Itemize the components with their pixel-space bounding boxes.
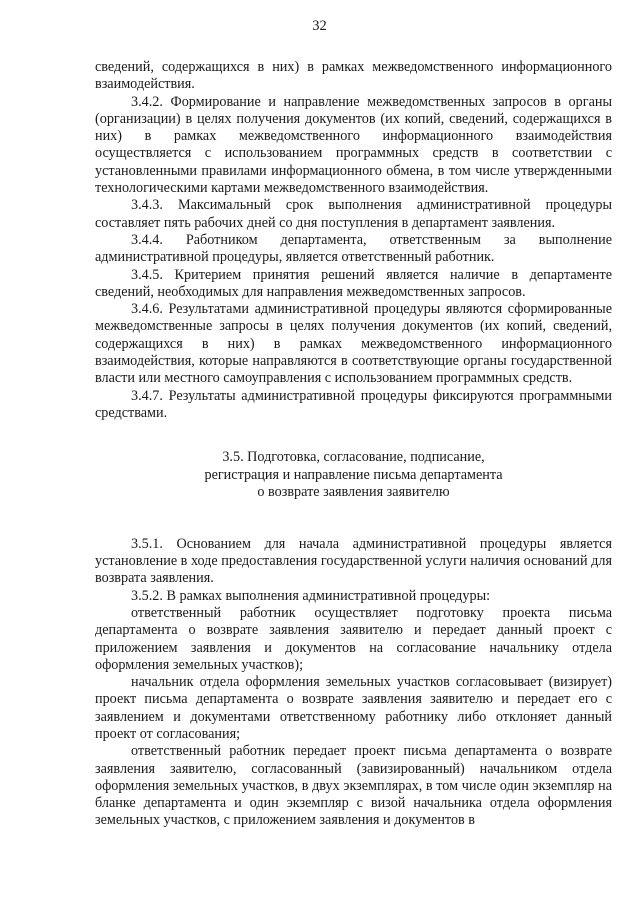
paragraph-3-4-4: 3.4.4. Работником департамента, ответственным за выполнение административной процедуры, является ответственный работник. (95, 231, 612, 266)
paragraph-3-4-3: 3.4.3. Максимальный срок выполнения административной процедуры составляет пять рабочих дней со дня поступления в департамент заявления. (95, 197, 612, 231)
paragraph-continuation: сведений, содержащихся в них) в рамках межведомственного информационного взаимодействия. (95, 59, 612, 93)
document-body (95, 59, 612, 830)
paragraph-3-5-2-item-b: начальник отдела оформления земельных участков согласовывает (визирует) проект письма департамента о возврате заявления заявителю и передает его с заявлением и документами ответственному работнику либо отклоняет данный проект от согласования; (95, 674, 612, 742)
paragraph-3-4-5: 3.4.5. Критерием принятия решений является наличие в департаменте сведений, необходимых для направления межведомственных запросов. (95, 266, 612, 300)
paragraph-3-4-2: 3.4.2. Формирование и направление межведомственных запросов в органы (организации) в целях получения документов (их копий, сведений, содержащихся в них) в рамках межведомственного информационного взаимодействия осуществляется с использованием программных средств в соответствии с установленными правилами информационного обмена, в том числе утвержденными технологическими картами межведомственного взаимодействия. (95, 93, 612, 197)
page-number: 32 (312, 18, 327, 34)
paragraph-3-5-1: 3.5.1. Основанием для начала административной процедуры является установление в ходе предоставления государственной услуги наличия оснований для возврата заявления. (95, 535, 612, 587)
section-heading-3-5 (95, 449, 612, 502)
paragraph-3-5-2: 3.5.2. В рамках выполнения административной процедуры: (131, 587, 491, 604)
paragraph-3-5-2-item-a: ответственный работник осуществляет подготовку проекта письма департамента о возврате заявления заявителю и передает данный проект с приложением заявления и документов на согласование начальнику отдела оформления земельных участков); (95, 604, 612, 673)
section-heading-line: 3.5. Подготовка, согласование, подписание, (222, 449, 485, 466)
paragraph-3-4-7: 3.4.7. Результаты административной процедуры фиксируются программными средствами. (95, 387, 612, 421)
section-heading-line: регистрация и направление письма департамента (204, 466, 503, 483)
section-heading-line: о возврате заявления заявителю (257, 484, 450, 501)
paragraph-3-4-6: 3.4.6. Результатами административной процедуры являются сформированные межведомственные запросы в целях получения документов (их копий, сведений, содержащихся в них) в рамках межведомственного информационного взаимодействия, которые направляются в соответствующие органы государственной власти или местного самоуправления с использованием программных средств. (95, 301, 612, 387)
paragraph-3-5-2-item-c: ответственный работник передает проект письма департамента о возврате заявления заявителю, согласованный (завизированный) начальником отдела оформления земельных участков, в двух экземплярах, в том числе один экземпляр на бланке департамента и один экземпляр с визой начальника отдела оформления земельных участков, с приложением заявления и документов в (95, 743, 612, 829)
